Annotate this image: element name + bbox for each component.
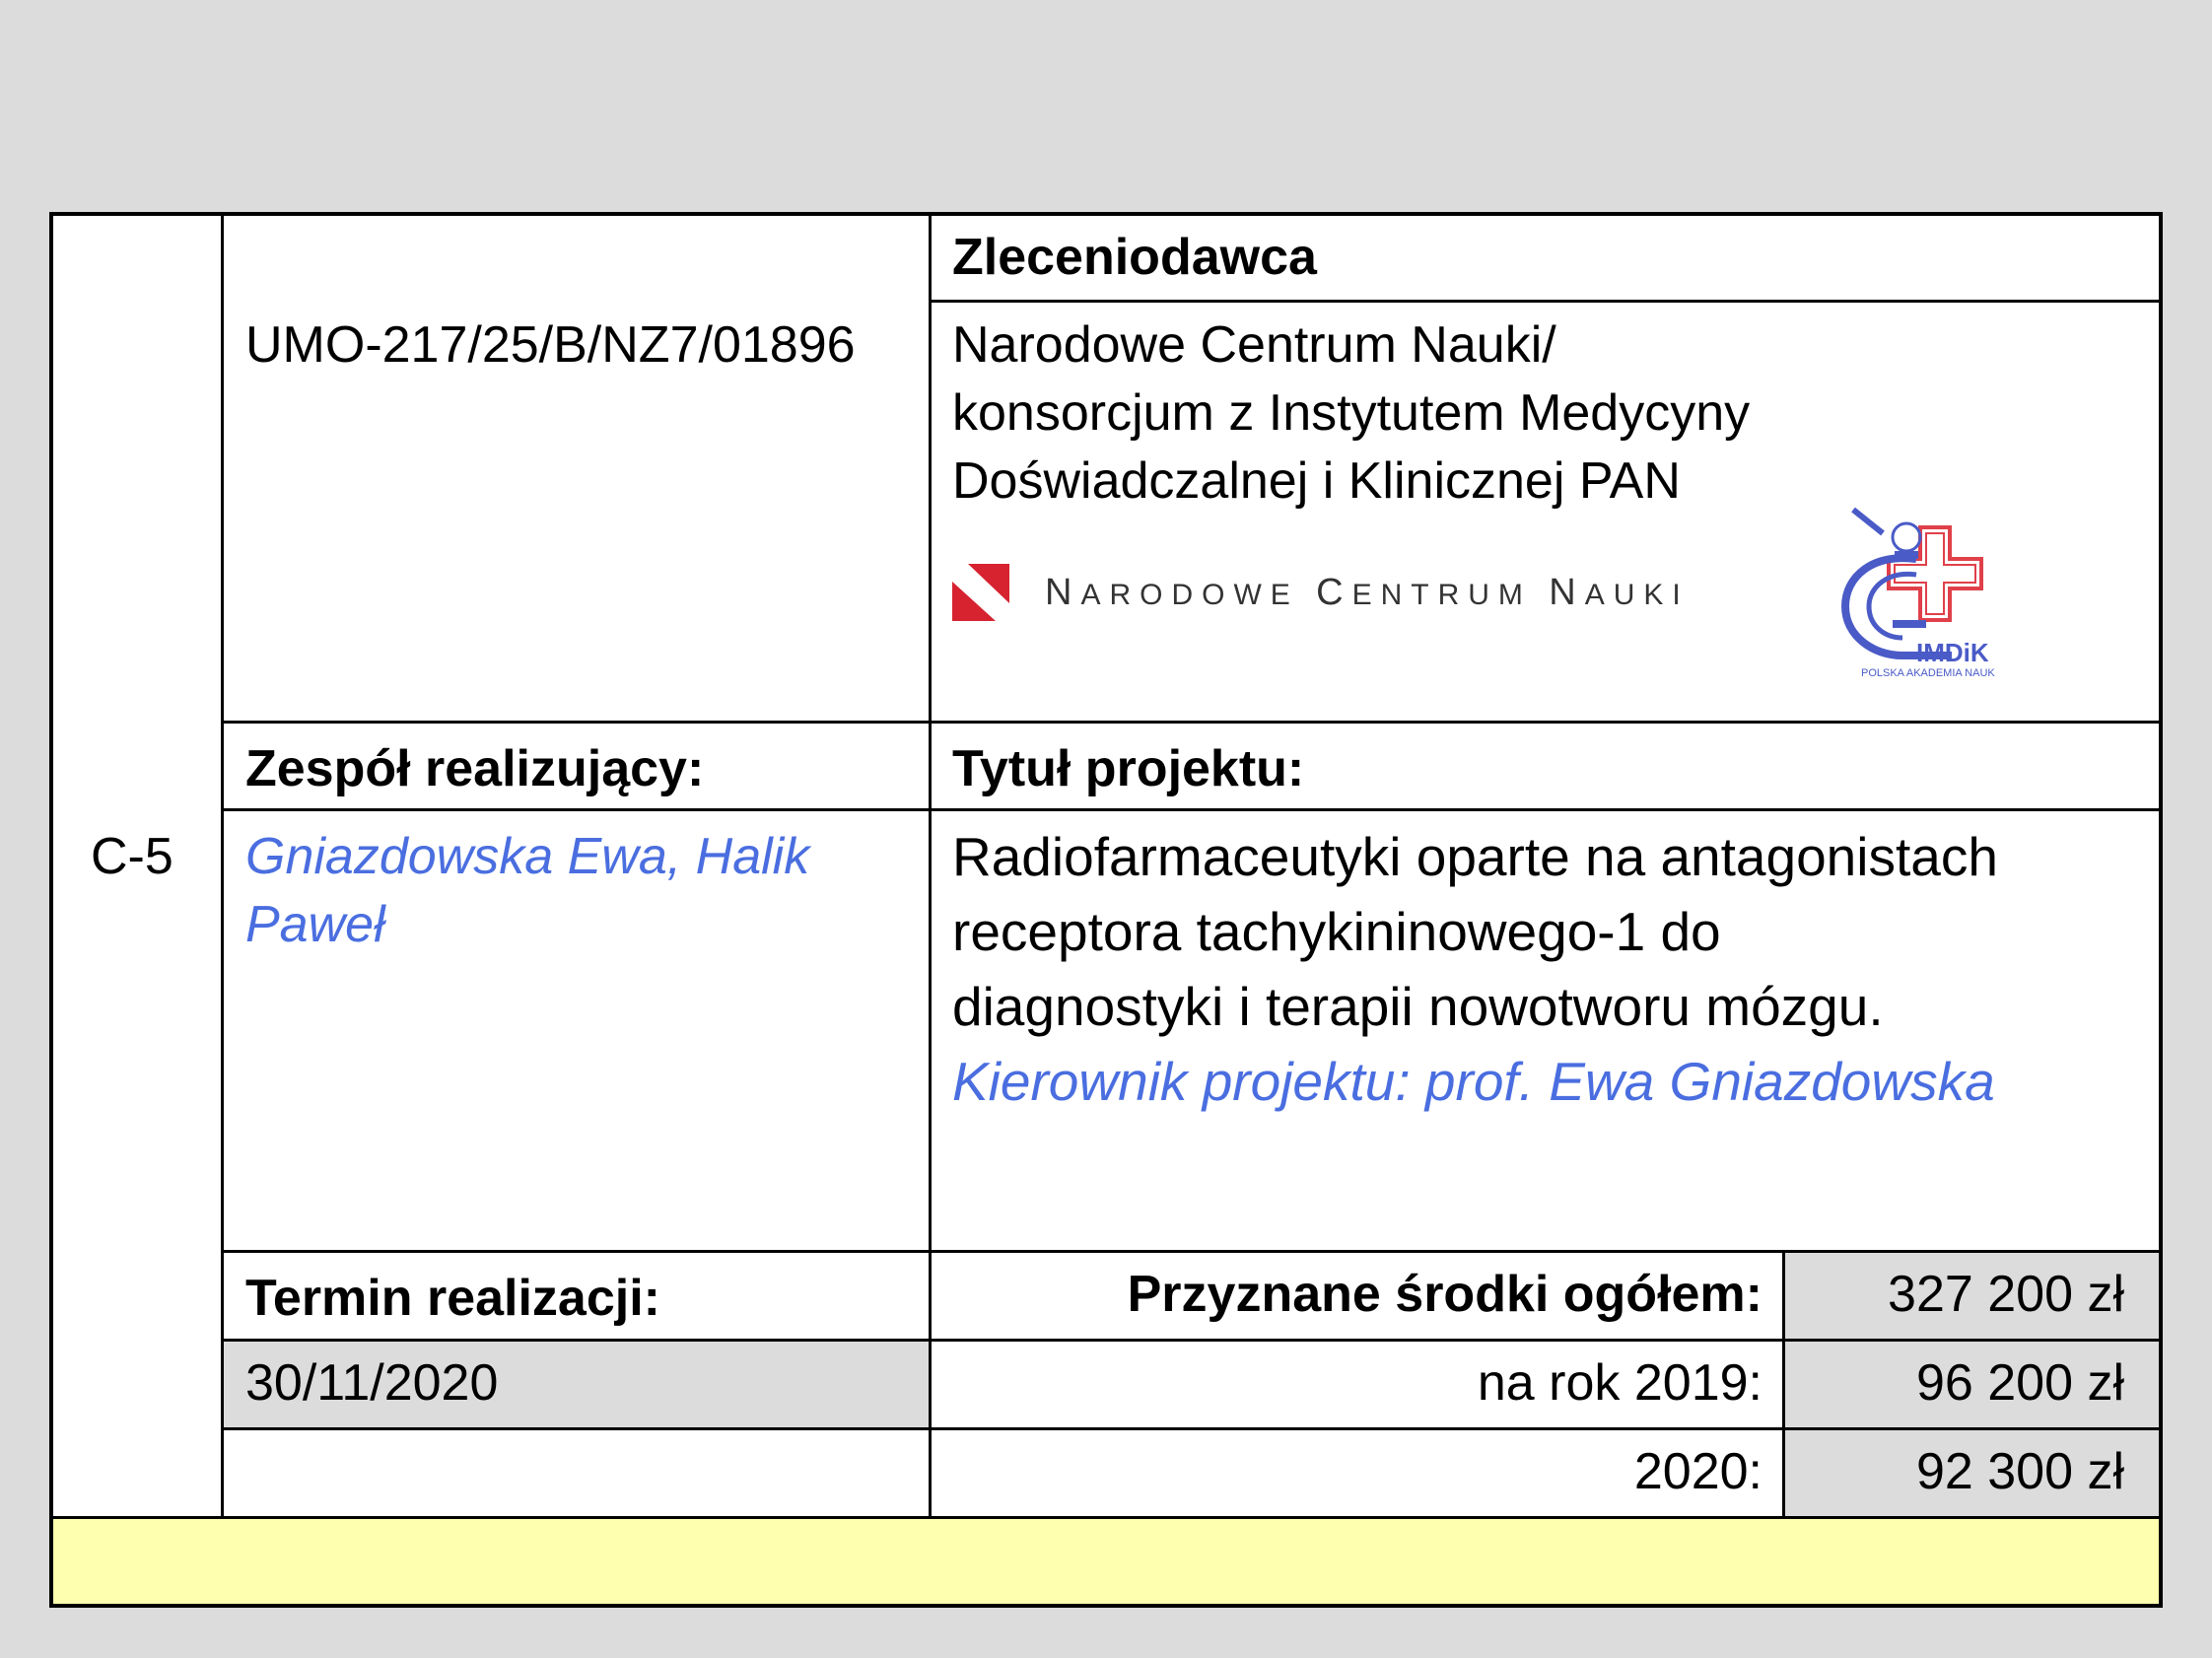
client-header: Zleceniodawca [952, 229, 1317, 286]
deadline-value: 30/11/2020 [245, 1354, 499, 1412]
divider [221, 1250, 2163, 1253]
imdik-logo-name: IMDiK [1916, 638, 1989, 667]
divider [929, 300, 2163, 303]
imdik-logo [1833, 498, 2031, 685]
client-line: Narodowe Centrum Nauki/ [952, 316, 1556, 374]
contract-number: UMO-217/25/B/NZ7/01896 [245, 316, 856, 374]
row-id: C-5 [91, 828, 173, 885]
divider [221, 1427, 2163, 1430]
deadline-header: Termin realizacji: [245, 1270, 660, 1327]
divider [221, 808, 2163, 811]
ncn-logo-icon [952, 564, 1009, 621]
client-line: konsorcjum z Instytutem Medycyny [952, 384, 1751, 442]
divider [53, 1516, 2163, 1519]
funding-total-value: 327 200 zł [1888, 1266, 2124, 1323]
imdik-logo-subtitle: POLSKA AKADEMIA NAUK [1861, 667, 1995, 679]
project-leader: Kierownik projektu: prof. Ewa Gniazdowska [952, 1051, 1995, 1112]
divider [221, 1339, 2163, 1342]
funding-year-label: 2020: [1633, 1443, 1763, 1500]
team-member-line: Paweł [245, 896, 385, 953]
team-header: Zespół realizujący: [245, 740, 705, 797]
funding-total-label: Przyznane środki ogółem: [1127, 1266, 1763, 1323]
divider [221, 721, 2163, 724]
divider [221, 212, 224, 1519]
client-line: Doświadczalnej i Klinicznej PAN [952, 452, 1681, 510]
team-member-line: Gniazdowska Ewa, Halik [245, 828, 810, 885]
ncn-logo [952, 564, 1690, 621]
project-header: Tytuł projektu: [952, 740, 1305, 797]
funding-year-value: 92 300 zł [1915, 1443, 2124, 1500]
project-title-line: Radiofarmaceutyki oparte na antagonistach [952, 826, 1998, 887]
footer-bar [53, 1519, 2159, 1604]
project-title-line: diagnostyki i terapii nowotworu mózgu. [952, 976, 1884, 1037]
funding-year-label: na rok 2019: [1477, 1354, 1763, 1412]
funding-year-value: 96 200 zł [1915, 1354, 2124, 1412]
project-title-line: receptora tachykininowego-1 do [952, 901, 1721, 962]
ncn-logo-text: NARODOWE CENTRUM NAUKI [1045, 571, 1690, 613]
